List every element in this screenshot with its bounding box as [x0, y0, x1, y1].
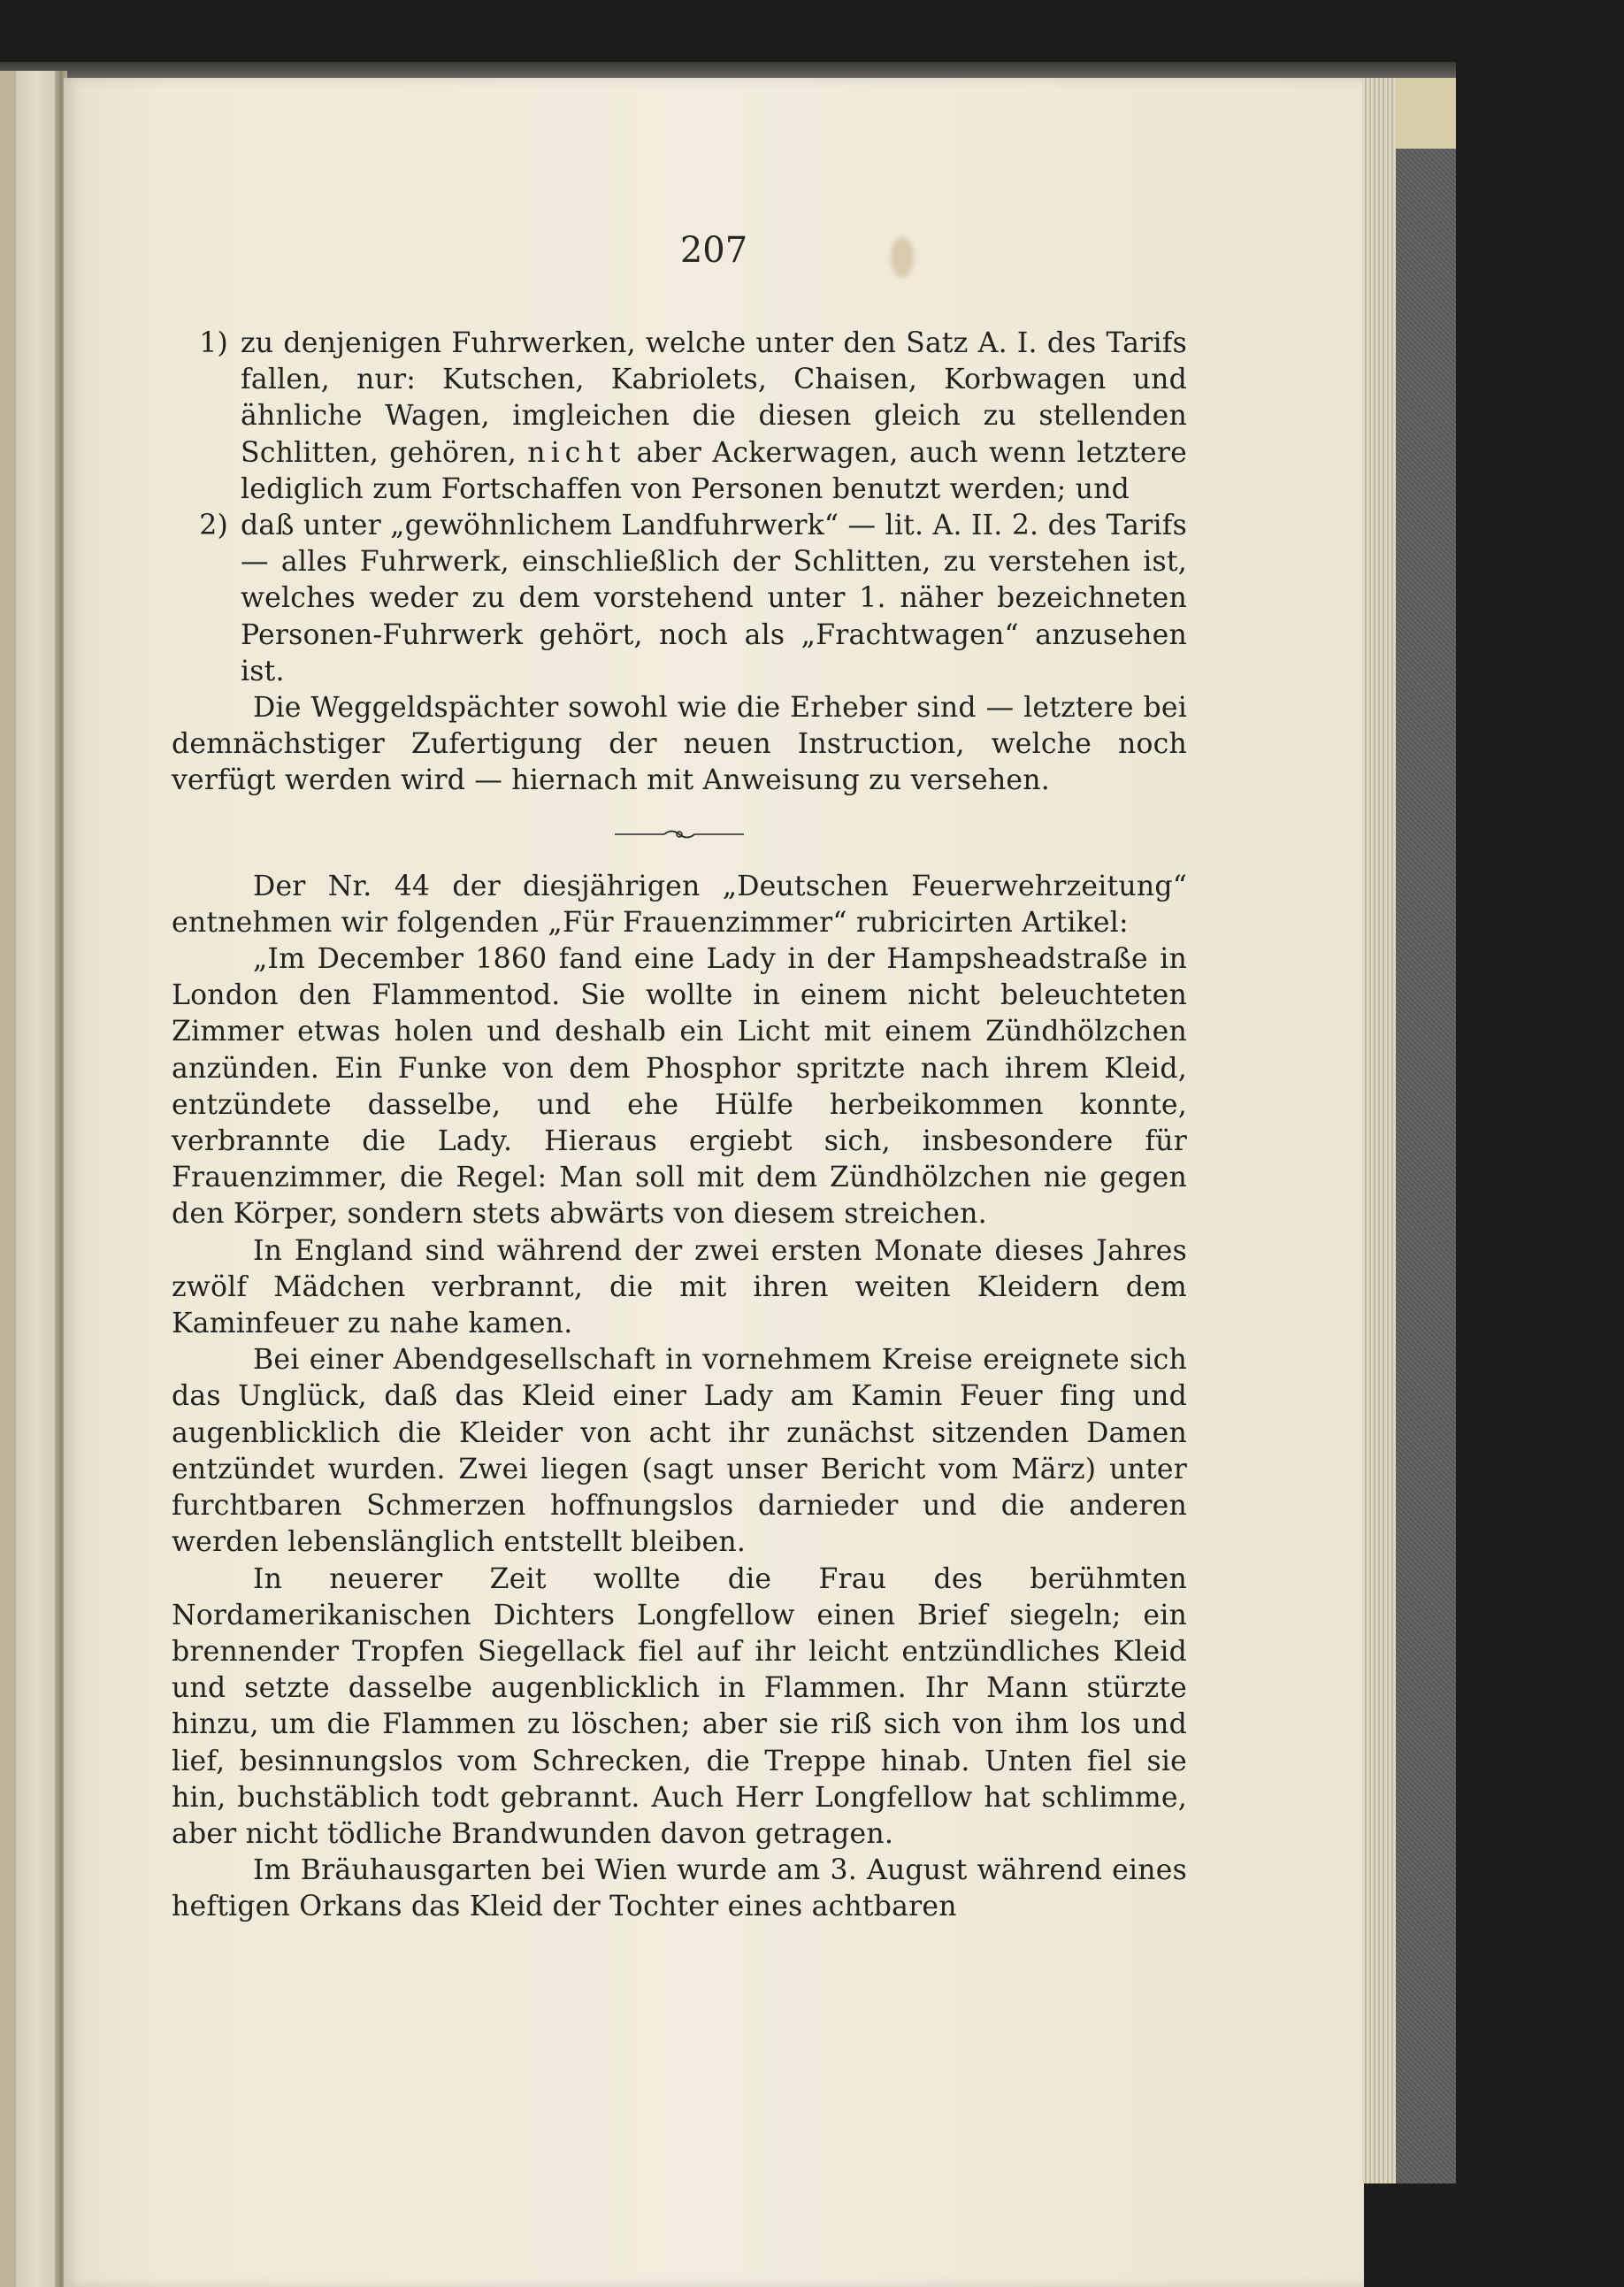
article-paragraph: In neuerer Zeit wollte die Frau des berühmten Nordamerikanischen Dichters Longfellow einen Brief siegeln; ein brennender Tropfen Siegellack fiel auf ihr leicht entzündliches Kleid und setzte dasselbe augenblicklich in Flammen. Ihr Mann stürzte hinzu, um die Flammen zu löschen; aber sie riß sich von ihm los und lief, besinnungslos vom Schrecken, die Treppe hinab. Unten fiel sie hin, buchstäblich todt gebrannt. Auch Herr Longfellow hat schlimme, aber nicht tödliche Brandwunden davon getragen.	[172, 1562, 1187, 1850]
list-item-text: daß unter „gewöhnlichem Landfuhrwerk“ — lit. A. II. 2. des Tarifs — alles Fuhrwerk, einschließlich der Schlitten, zu verstehen ist, welches weder zu dem vorstehend unter 1. näher bezeichneten Personen-Fuhrwerk gehört, noch als „Frachtwagen“ anzusehen ist.	[241, 510, 1187, 687]
ornament-icon	[613, 825, 746, 843]
article-paragraph: In England sind während der zwei ersten Monate dieses Jahres zwölf Mädchen verbrannt, die mit ihren weiten Kleidern dem Kaminfeuer zu nahe kamen.	[172, 1234, 1187, 1340]
cover-corner	[1396, 78, 1456, 149]
book-cover	[1396, 78, 1456, 2183]
article-intro: Der Nr. 44 der diesjährigen „Deutschen Feuerwehrzeitung“ entnehmen wir folgenden „Für Frauenzimmer“ rubricirten Artikel:	[172, 870, 1187, 939]
page-block-edges	[1362, 78, 1398, 2183]
list-item-number: 2)	[199, 510, 228, 542]
book-top-edge	[0, 62, 1456, 80]
list-item-text: zu denjenigen Fuhrwerken, welche unter den Satz A. I. des Tarifs fallen, nur: Kutschen, Kabriolets, Chaisen, Korbwagen und ähnliche Wagen, imgleichen die diesen gleich zu stellenden Schlitten, gehören, nicht aber Ackerwagen, auch wenn letztere lediglich zum Fortschaffen von Personen benutzt werden; und	[241, 327, 1187, 505]
article-paragraph: „Im December 1860 fand eine Lady in der Hampsheadstraße in London den Flammentod. Sie wollte in einem nicht beleuchteten Zimmer etwas holen und deshalb ein Licht mit einem Zündhölzchen anzünden. Ein Funke von dem Phosphor spritzte nach ihrem Kleid, entzündete dasselbe, und ehe Hülfe herbeikommen konnte, verbrannte die Lady. Hieraus ergiebt sich, insbesondere für Frauenzimmer, die Regel: Man soll mit dem Zündhölzchen nie gegen den Körper, sondern stets abwärts von diesem streichen.	[172, 943, 1187, 1231]
list-item-number: 1)	[199, 327, 228, 359]
page-number: 207	[679, 230, 748, 271]
article-paragraph: Bei einer Abendgesellschaft in vornehmem Kreise ereignete sich das Unglück, daß das Kleid einer Lady am Kamin Feuer fing und augenblicklich die Kleider von acht ihr zunächst sitzenden Damen entzündet wurden. Zwei liegen (sagt unser Bericht vom März) unter furchtbaren Schmerzen hoffnungslos darnieder und die anderen werden lebenslänglich entstellt bleiben.	[172, 1344, 1187, 1559]
closing-paragraph: Die Weggeldspächter sowohl wie die Erheber sind — letztere bei demnächstiger Zufertigung der neuen Instruction, welche noch verfügt werden wird — hiernach mit Anweisung zu versehen.	[172, 692, 1187, 797]
page-text	[172, 326, 1187, 1926]
article-paragraph: Im Bräuhausgarten bei Wien wurde am 3. August während eines heftigen Orkans das Kleid der Tochter eines achtbaren	[172, 1854, 1187, 1923]
book-page	[64, 78, 1364, 2287]
list-item-2	[172, 508, 1187, 690]
list-item-1	[172, 326, 1187, 508]
facing-page-edge	[0, 71, 16, 2287]
section-divider-ornament	[172, 800, 1187, 869]
